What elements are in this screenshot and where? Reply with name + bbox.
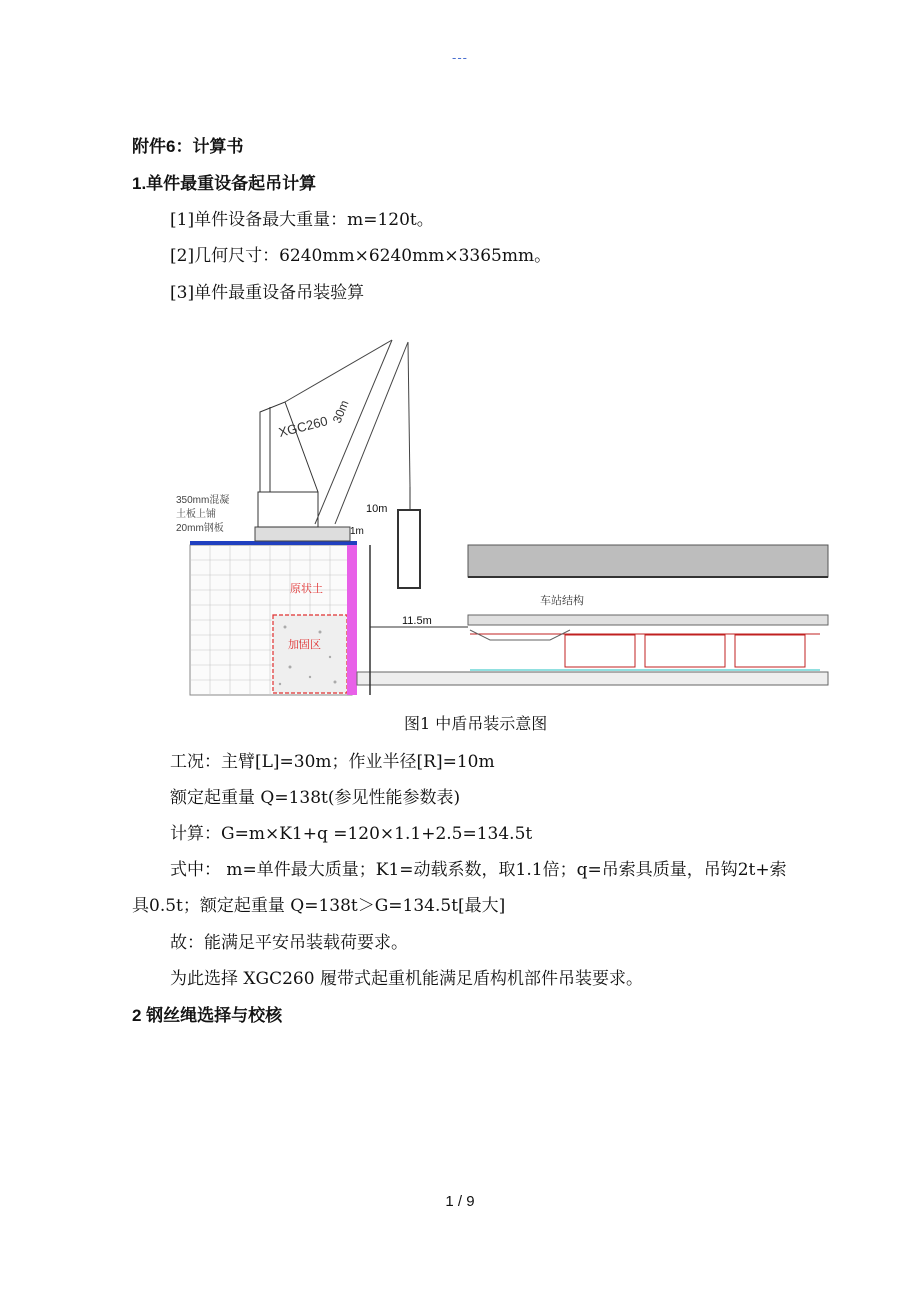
shield-equipment [470,630,820,670]
radius-label: 10m [366,503,388,515]
span-label: 11.5m [402,615,432,627]
page-number: 1 / 9 [445,1193,475,1210]
appendix-heading: 附件6：计算书 [132,137,244,156]
station-roof [468,545,828,577]
calc-selection: 为此选择 XGC260 履带式起重机能满足盾构机部件吊装要求。 [170,969,643,989]
plate-note-1: 350mm混凝 [176,495,230,506]
small-dim-label: 1m [350,526,364,537]
header-mark: --- [452,50,468,65]
steel-plate [190,541,357,545]
crane-lifting-diagram [170,312,830,704]
item-max-weight: [1]单件设备最大重量：m=120t。 [170,210,434,230]
section-1-title: 1.单件最重设备起吊计算 [132,174,317,193]
soil-label: 原状土 [290,583,323,595]
calc-conclusion: 故：能满足平安吊装载荷要求。 [170,933,408,953]
crane-model-label: XGC260 [277,413,330,440]
crane-track [255,527,350,541]
calc-rated-load: 额定起重量 Q=138t(参见性能参数表) [170,788,461,808]
boom-length-label: 30m [329,398,352,426]
calc-formula: 计算：G=m×K1+q =120×1.1+2.5=134.5t [170,824,533,844]
station-label: 车站结构 [540,595,584,607]
section-2-title: 2 钢丝绳选择与校核 [132,1006,283,1025]
calc-legend-2: 具0.5t；额定起重量 Q=138t＞G=134.5t[最大] [132,896,506,916]
item-dimensions: [2]几何尺寸：6240mm×6240mm×3365mm。 [170,246,552,266]
item-check: [3]单件最重设备吊装验算 [170,283,365,303]
plate-note-2: 土板上铺 [176,509,216,520]
diaphragm-wall [347,545,357,695]
figure-caption: 图1 中盾吊装示意图 [404,714,548,733]
shield-load [398,510,420,588]
reinforce-label: 加固区 [288,639,321,651]
calc-condition: 工况：主臂[L]=30m；作业半径[R]=10m [170,752,495,772]
plate-note-3: 20mm钢板 [176,523,224,534]
calc-legend-1: 式中： m=单件最大质量；K1=动载系数，取1.1倍；q=吊索具质量，吊钩2t+索 [170,860,787,880]
